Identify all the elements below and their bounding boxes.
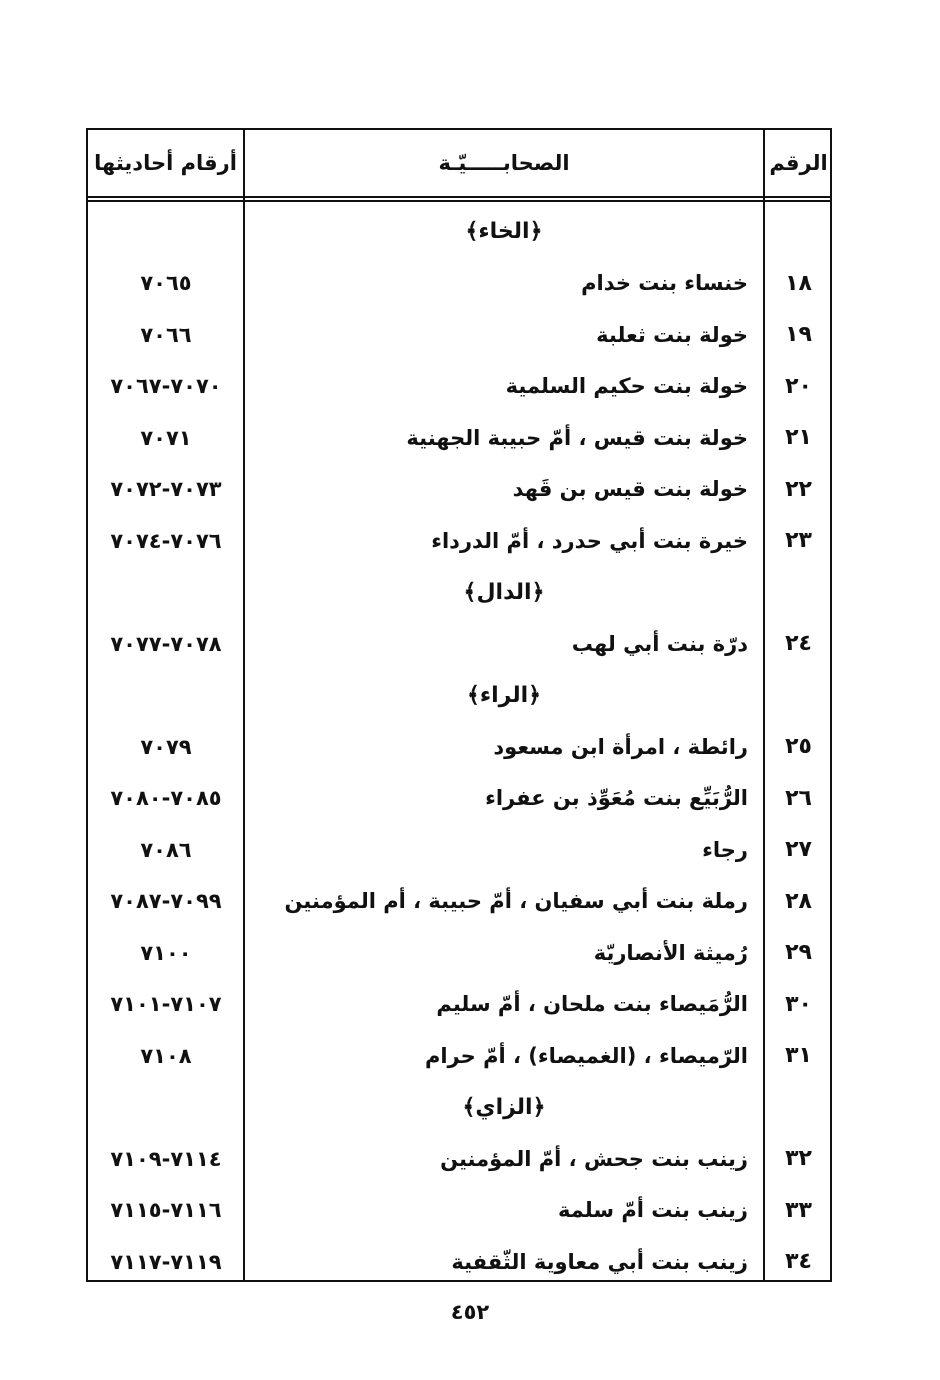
- hadith-numbers: ٧٠٧٦-٧٠٧٤: [110, 528, 222, 553]
- companion-name: الرّميصاء ، (الغميصاء) ، أمّ حرام: [424, 1043, 748, 1068]
- table-row: [88, 515, 830, 567]
- hadith-numbers: ٧٠٩٩-٧٠٨٧: [110, 889, 222, 914]
- table-row: [88, 1133, 830, 1185]
- section-title: ﴿الخاء﴾: [465, 219, 543, 245]
- section-heading-row: [88, 567, 830, 619]
- companions-index-table: [86, 128, 832, 1282]
- companion-name: الرُّمَيصاء بنت ملحان ، أمّ سليم: [436, 992, 748, 1017]
- entry-number: ٢٢: [785, 476, 812, 502]
- header-companion: الصحابـــــيّـة: [438, 151, 570, 175]
- page-number: ٤٥٢: [450, 1300, 490, 1324]
- hadith-numbers: ٧١١٤-٧١٠٩: [110, 1146, 222, 1171]
- hadith-numbers: ٧١٠٧-٧١٠١: [110, 992, 222, 1017]
- table-row: [88, 824, 830, 876]
- entry-number: ١٩: [785, 322, 812, 348]
- entry-number: ٣٣: [785, 1197, 812, 1223]
- table-row: [88, 412, 830, 464]
- companion-name: درّة بنت أبي لهب: [571, 631, 748, 656]
- hadith-numbers: ٧٠٧١: [140, 425, 192, 450]
- table-row: [88, 464, 830, 516]
- section-title: ﴿الراء﴾: [466, 682, 542, 708]
- hadith-numbers: ٧٠٨٥-٧٠٨٠: [110, 786, 222, 811]
- table-row: [88, 979, 830, 1031]
- header-rule-double: [88, 200, 830, 202]
- entry-number: ٣٠: [785, 991, 812, 1017]
- table-row: [88, 361, 830, 413]
- entry-number: ٣١: [785, 1043, 812, 1069]
- hadith-numbers: ٧٠٦٦: [140, 322, 192, 347]
- hadith-numbers: ٧٠٨٦: [140, 837, 192, 862]
- entry-number: ٢٥: [785, 734, 812, 760]
- entry-number: ٣٤: [785, 1249, 812, 1275]
- hadith-numbers: ٧١١٩-٧١١٧: [110, 1249, 222, 1274]
- companion-name: خيرة بنت أبي حدرد ، أمّ الدرداء: [431, 528, 748, 553]
- companion-name: رجاء: [702, 837, 748, 862]
- section-title: ﴿الدال﴾: [463, 579, 545, 605]
- table-row: [88, 1185, 830, 1237]
- companion-name: زينب بنت أبي معاوية الثّقفية: [451, 1249, 748, 1274]
- section-heading-row: [88, 670, 830, 722]
- header-hadith-numbers: أرقام أحاديثها: [94, 151, 237, 175]
- companion-name: الرُّبَيِّع بنت مُعَوِّذ بن عفراء: [485, 786, 748, 811]
- entry-number: ٢٧: [785, 837, 812, 863]
- table-row: [88, 309, 830, 361]
- hadith-numbers: ٧٠٧٩: [140, 734, 192, 759]
- hadith-numbers: ٧١١٦-٧١١٥: [110, 1198, 222, 1223]
- companion-name: رائطة ، امرأة ابن مسعود: [493, 734, 748, 759]
- hadith-numbers: ٧٠٧٠-٧٠٦٧: [110, 374, 222, 399]
- hadith-numbers: ٧٠٦٥: [140, 271, 192, 296]
- companion-name: خولة بنت حكيم السلمية: [505, 374, 748, 399]
- companion-name: خولة بنت قيس ، أمّ حبيبة الجهنية: [406, 425, 748, 450]
- entry-number: ٢٣: [785, 528, 812, 554]
- header-number: الرقم: [769, 151, 828, 175]
- companion-name: زينب بنت جحش ، أمّ المؤمنين: [440, 1146, 748, 1171]
- table-row: [88, 721, 830, 773]
- table-row: [88, 1236, 830, 1288]
- entry-number: ٢٦: [785, 785, 812, 811]
- table-row: [88, 258, 830, 310]
- entry-number: ٢٩: [785, 940, 812, 966]
- header-rule: [88, 196, 830, 198]
- table-row: [88, 773, 830, 825]
- entry-number: ٢١: [785, 425, 812, 451]
- companion-name: خولة بنت قيس بن قَهد: [512, 477, 748, 502]
- table-row: [88, 618, 830, 670]
- hadith-numbers: ٧٠٧٨-٧٠٧٧: [110, 631, 222, 656]
- section-title: ﴿الزاي﴾: [462, 1094, 546, 1120]
- entry-number: ٣٢: [785, 1146, 812, 1172]
- table-row: [88, 876, 830, 928]
- entry-number: ٢٠: [785, 373, 812, 399]
- table-row: [88, 927, 830, 979]
- companion-name: رملة بنت أبي سفيان ، أمّ حبيبة ، أم المؤمنين: [284, 889, 748, 914]
- entry-number: ١٨: [785, 270, 812, 296]
- hadith-numbers: ٧٠٧٣-٧٠٧٢: [110, 477, 222, 502]
- entry-number: ٢٨: [785, 888, 812, 914]
- companion-name: خنساء بنت خدام: [581, 271, 748, 296]
- companion-name: رُميثة الأنصاريّة: [593, 940, 748, 965]
- companion-name: زينب بنت أمّ سلمة: [557, 1198, 748, 1223]
- entry-number: ٢٤: [785, 631, 812, 657]
- hadith-numbers: ٧١٠٠: [140, 940, 192, 965]
- hadith-numbers: ٧١٠٨: [140, 1043, 192, 1068]
- companion-name: خولة بنت ثعلبة: [596, 322, 748, 347]
- section-heading-row: [88, 1082, 830, 1134]
- table-row: [88, 1030, 830, 1082]
- section-heading-row: [88, 206, 830, 258]
- table-body: [88, 206, 830, 1288]
